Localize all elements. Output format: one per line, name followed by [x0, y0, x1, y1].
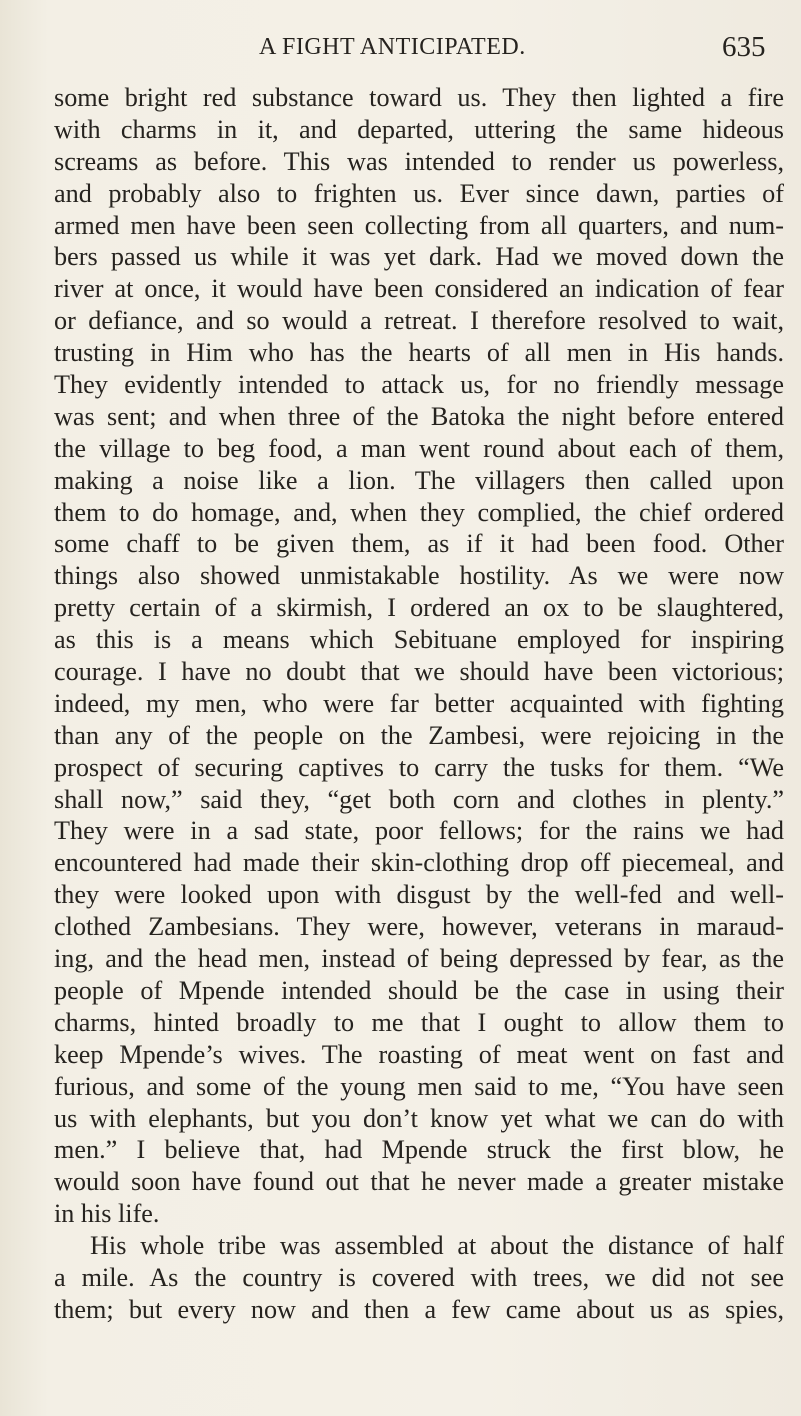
running-head [0, 28, 801, 72]
page-number: 635 [722, 31, 766, 63]
text-line: was sent; and when three of the Batoka the night before entered [54, 401, 784, 431]
body-text [54, 82, 784, 1326]
text-line: river at once, it would have been considered an indication of fear [54, 274, 784, 304]
text-line: would soon have found out that he never made a greater mistake [54, 1167, 784, 1197]
text-line: courage. I have no doubt that we should have been victorious; [54, 657, 784, 687]
text-line: screams as before. This was intended to render us powerless, [54, 146, 784, 176]
text-line: They were in a sad state, poor fellows; for the rains we had [54, 816, 784, 846]
text-line: with charms in it, and departed, uttering the same hideous [54, 114, 784, 144]
paragraph-last-line: in his life. [54, 1199, 160, 1229]
text-line: making a noise like a lion. The villagers then called upon [54, 465, 784, 495]
text-line: charms, hinted broadly to me that I ought to allow them to [54, 1007, 784, 1037]
text-line: encountered had made their skin-clothing drop off piecemeal, and [54, 848, 784, 878]
text-line: them; but every now and then a few came about us as spies, [54, 1294, 784, 1324]
text-line: trusting in Him who has the hearts of all men in His hands. [54, 338, 784, 368]
text-line: clothed Zambesians. They were, however, veterans in maraud- [54, 912, 784, 942]
text-line: and probably also to frighten us. Ever since dawn, parties of [54, 178, 784, 208]
text-line: they were looked upon with disgust by the well-fed and well- [54, 880, 784, 910]
text-line: men.” I believe that, had Mpende struck the first blow, he [54, 1135, 784, 1165]
text-line: furious, and some of the young men said to me, “You have seen [54, 1071, 784, 1101]
text-line: them to do homage, and, when they complied, the chief ordered [54, 497, 784, 527]
text-line: pretty certain of a skirmish, I ordered an ox to be slaughtered, [54, 593, 784, 623]
running-title: A FIGHT ANTICIPATED. [259, 34, 526, 60]
text-line: or defiance, and so would a retreat. I therefore resolved to wait, [54, 306, 784, 336]
text-line: some bright red substance toward us. They then lighted a fire [54, 83, 784, 112]
text-line: ing, and the head men, instead of being depressed by fear, as the [54, 944, 784, 974]
text-line: the village to beg food, a man went round about each of them, [54, 433, 784, 463]
text-line: than any of the people on the Zambesi, were rejoicing in the [54, 720, 784, 750]
text-line: things also showed unmistakable hostility. As we were now [54, 561, 784, 591]
text-line: people of Mpende intended should be the case in using their [54, 975, 784, 1005]
text-line: keep Mpende’s wives. The roasting of meat went on fast and [54, 1039, 784, 1069]
text-line: armed men have been seen collecting from all quarters, and num- [54, 210, 784, 240]
text-line: indeed, my men, who were far better acquainted with fighting [54, 688, 784, 718]
text-line: They evidently intended to attack us, for no friendly message [54, 370, 784, 400]
text-line: some chaff to be given them, as if it had been food. Other [54, 529, 784, 559]
paragraph-first-line: His whole tribe was assembled at about the distance of half [90, 1231, 784, 1261]
text-line: as this is a means which Sebituane employed for inspiring [54, 625, 784, 655]
text-line: shall now,” said they, “get both corn and clothes in plenty.” [54, 784, 784, 814]
text-line: a mile. As the country is covered with trees, we did not see [54, 1262, 784, 1292]
text-line: us with elephants, but you don’t know yet what we can do with [54, 1103, 784, 1133]
text-line: bers passed us while it was yet dark. Had we moved down the [54, 242, 784, 272]
text-line: prospect of securing captives to carry the tusks for them. “We [54, 752, 784, 782]
